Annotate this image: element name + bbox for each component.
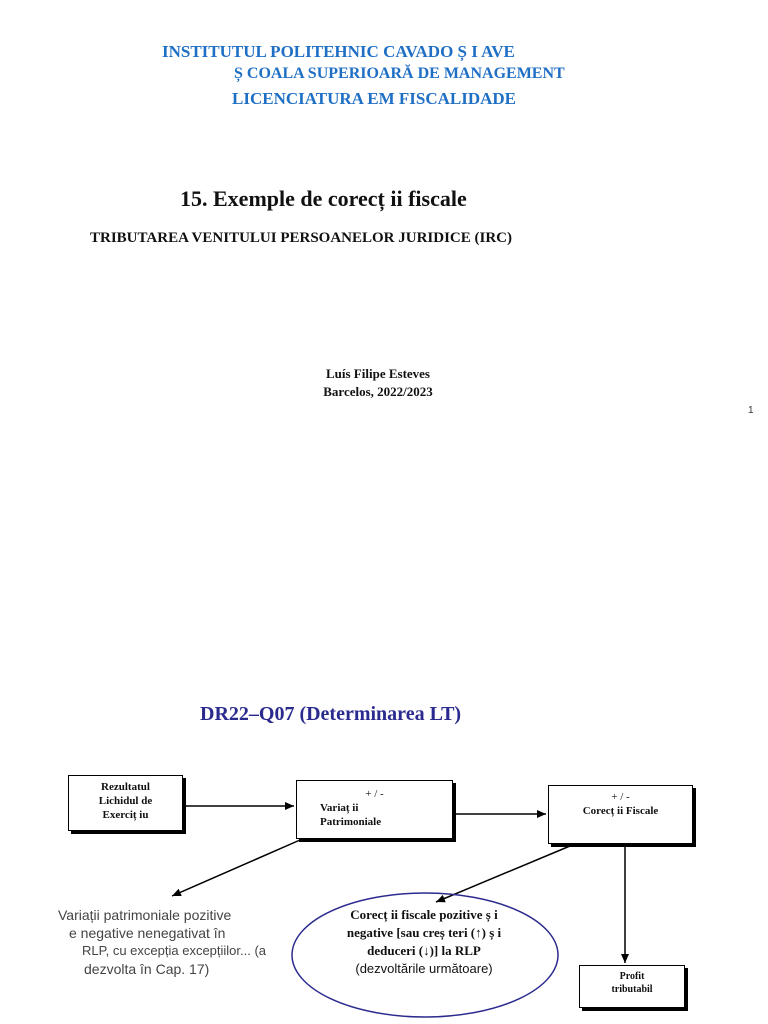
variatii-note-line-1: Variații patrimoniale pozitive [58, 907, 232, 923]
box-profit-line-2: tributabil [611, 984, 653, 995]
corectii-note-line-3: deduceri (↓)] la RLP [367, 943, 481, 958]
box-variatii-patrimoniale [296, 780, 453, 839]
box-corectii-line-1: Corecț ii Fiscale [582, 805, 659, 817]
box-corectii-sign: + / - [611, 791, 630, 803]
box-variatii-line-2: Patrimoniale [320, 816, 382, 828]
diagram-title: DR22–Q07 (Determinarea LT) [200, 703, 462, 725]
variatii-note [58, 906, 298, 978]
corectii-note-line-1: Corecț ii fiscale pozitive ș i [350, 907, 498, 922]
box-variatii-sign: + / - [365, 788, 384, 800]
box-variatii-line-1: Variaț ii [320, 802, 359, 814]
corectii-note [312, 906, 536, 978]
box-result-line-2: Lichidul de [98, 795, 153, 807]
slide-title: 15. Exemple de corecț ii fiscale [180, 186, 467, 211]
box-result-line-1: Rezultatul [101, 781, 150, 793]
box-profit-tributabil [579, 965, 685, 1008]
box-profit-line-1: Profit [619, 971, 645, 982]
institution-line-1: INSTITUTUL POLITEHNIC CAVADO Ș I AVE [162, 42, 515, 61]
variatii-note-line-4: dezvolta în Cap. 17) [84, 961, 210, 977]
page-number: 1 [748, 405, 754, 416]
slide-subtitle: TRIBUTAREA VENITULUI PERSOANELOR JURIDICE (IRC) [90, 230, 513, 246]
arrow-variatii-to-note [172, 840, 300, 896]
box-rezultat-lichid [68, 775, 183, 831]
institution-line-2: Ș COALA SUPERIOARĂ DE MANAGEMENT [234, 65, 565, 82]
corectii-note-line-2: negative [sau creș teri (↑) ș i [346, 925, 502, 940]
corectii-note-line-4: (dezvoltările următoare) [355, 961, 493, 976]
author-name: Luís Filipe Esteves [325, 366, 430, 381]
variatii-note-line-3: RLP, cu excepția excepțiilor... (a [82, 943, 267, 958]
variatii-note-line-2: e negative nenegativat în [69, 925, 226, 941]
box-result-line-3: Exerciț iu [102, 809, 149, 821]
box-corectii-fiscale [548, 785, 693, 844]
arrow-corectii-to-ellipse [436, 846, 570, 902]
place-year: Barcelos, 2022/2023 [323, 384, 433, 399]
institution-line-3: LICENCIATURA EM FISCALIDADE [232, 89, 517, 108]
